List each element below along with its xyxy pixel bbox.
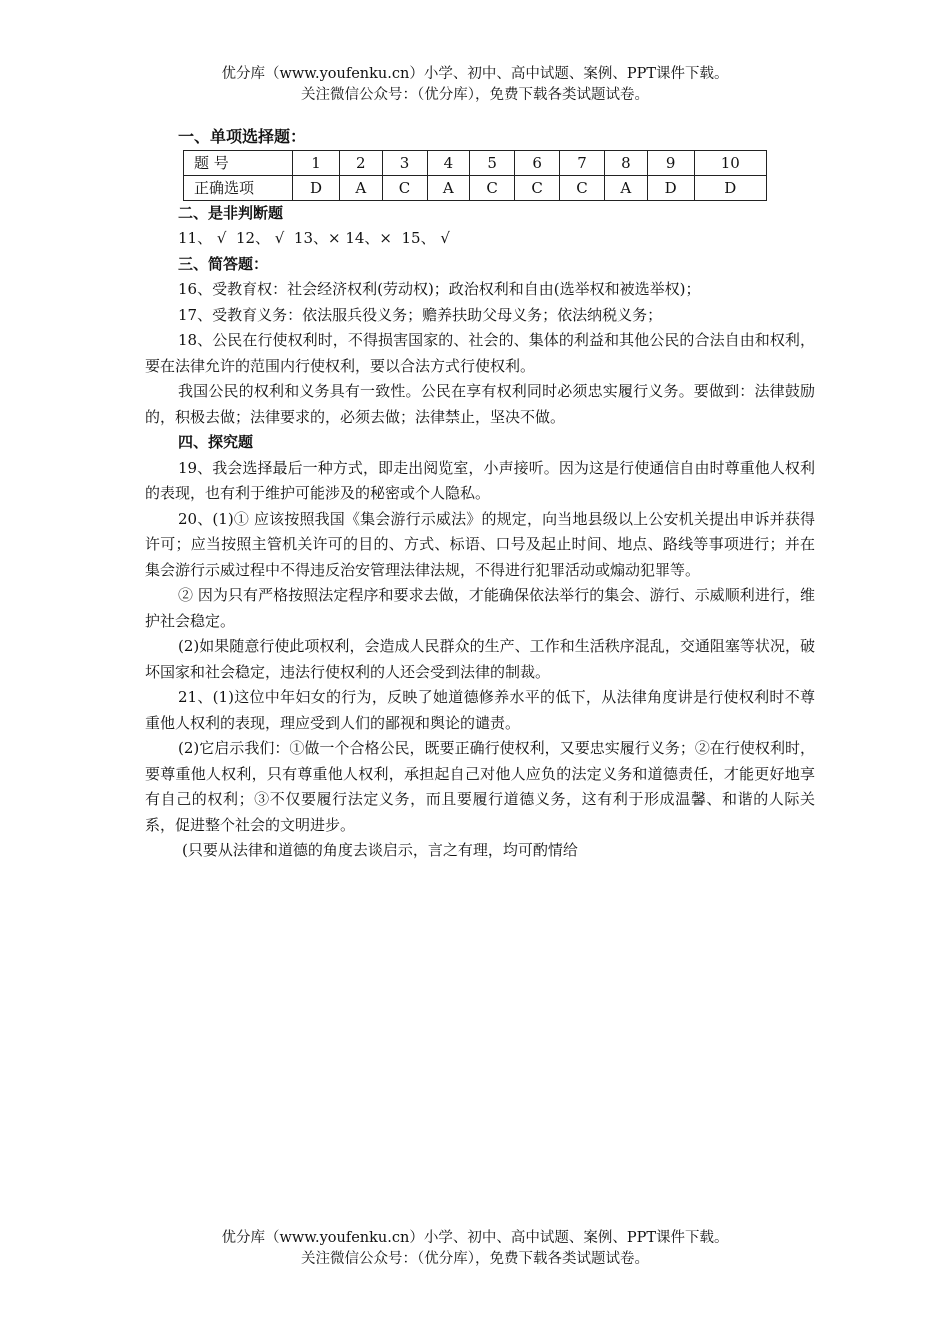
table-cell: 5: [470, 150, 515, 175]
table-cell: D: [694, 175, 766, 200]
table-cell: C: [470, 175, 515, 200]
answer-18-continued: 我国公民的权利和义务具有一致性。公民在享有权利同时必须忠实履行义务。要做到：法律鼓励的，积极去做；法律要求的，必须去做；法律禁止，坚决不做。: [145, 382, 815, 426]
footer-line-1: 优分库（www.youfenku.cn）小学、初中、高中试题、案例、PPT课件下载。: [221, 1230, 729, 1246]
judgement-answers: 11、 √ 12、 √ 13、× 14、× 15、 √: [178, 229, 450, 247]
table-row-answers: [184, 175, 767, 200]
table-cell: 10: [694, 150, 766, 175]
header-line-1: 优分库（www.youfenku.cn）小学、初中、高中试题、案例、PPT课件下载。: [221, 66, 729, 82]
table-row-numbers: [184, 150, 767, 175]
answer-21-2: (2)它启示我们：①做一个合格公民，既要正确行使权利，又要忠实履行义务；②在行使权利时，要尊重他人权利，只有尊重他人权利，承担起自己对他人应负的法定义务和道德责任，才能更好地享有自己的权利；③不仅要履行法定义务，而且要履行道德义务，这有利于形成温馨、和谐的人际关系，促进整个社会的文明进步。: [145, 739, 815, 834]
answer-20-1: 20、(1)① 应该按照我国《集会游行示威法》的规定，向当地县级以上公安机关提出申诉并获得许可；应当按照主管机关许可的目的、方式、标语、口号及起止时间、地点、路线等事项进行；并在集会游行示威过程中不得违反治安管理法律法规，不得进行犯罪活动或煽动犯罪等。: [145, 509, 815, 579]
table-cell: A: [605, 175, 648, 200]
footer-line-2: 关注微信公众号：（优分库），免费下载各类试题试卷。: [301, 1251, 649, 1267]
row-label-answer: 正确选项: [184, 175, 293, 200]
answer-17: 17、受教育义务：依法服兵役义务；赡养扶助父母义务；依法纳税义务；: [178, 305, 663, 324]
answer-content: [145, 124, 815, 864]
answer-20-1b: ② 因为只有严格按照法定程序和要求去做，才能确保依法举行的集会、游行、示威顺利进行，维护社会稳定。: [145, 586, 815, 630]
answer-19: 19、我会选择最后一种方式，即走出阅览室，小声接听。因为这是行使通信自由时尊重他人权利的表现，也有利于维护可能涉及的秘密或个人隐私。: [145, 458, 815, 502]
section1-title: 一、单项选择题：: [178, 127, 307, 146]
table-cell: C: [515, 175, 560, 200]
grading-note: (只要从法律和道德的角度去谈启示，言之有理，均可酌情给: [182, 841, 578, 859]
table-cell: 7: [560, 150, 605, 175]
table-cell: 8: [605, 150, 648, 175]
page-header: [0, 64, 950, 106]
section4-title: 四、探究题: [178, 433, 254, 451]
table-cell: A: [427, 175, 470, 200]
answer-16: 16、受教育权：社会经济权利(劳动权)；政治权利和自由(选举权和被选举权)；: [178, 280, 701, 298]
table-cell: 3: [382, 150, 427, 175]
table-cell: A: [339, 175, 382, 200]
answer-table: [183, 150, 767, 201]
row-label-number: 题 号: [184, 150, 293, 175]
page-footer: [0, 1228, 950, 1270]
answer-21-1: 21、(1)这位中年妇女的行为，反映了她道德修养水平的低下，从法律角度讲是行使权利时不尊重他人权利的表现，理应受到人们的鄙视和舆论的谴责。: [145, 688, 815, 732]
answer-20-2: (2)如果随意行使此项权利，会造成人民群众的生产、工作和生活秩序混乱，交通阻塞等状况，破坏国家和社会稳定，违法行使权利的人还会受到法律的制裁。: [145, 637, 815, 681]
table-cell: 9: [647, 150, 694, 175]
section2-title: 二、是非判断题: [178, 203, 284, 222]
table-cell: 1: [293, 150, 340, 175]
table-cell: C: [560, 175, 605, 200]
table-cell: D: [293, 175, 340, 200]
table-cell: D: [647, 175, 694, 200]
table-cell: 4: [427, 150, 470, 175]
table-cell: 2: [339, 150, 382, 175]
table-cell: C: [382, 175, 427, 200]
table-cell: 6: [515, 150, 560, 175]
header-line-2: 关注微信公众号：（优分库），免费下载各类试题试卷。: [301, 87, 649, 103]
answer-18: 18、公民在行使权利时，不得损害国家的、社会的、集体的利益和其他公民的合法自由和权利，要在法律允许的范围内行使权利，要以合法方式行使权利。: [145, 331, 815, 375]
section3-title: 三、简答题：: [178, 254, 269, 273]
